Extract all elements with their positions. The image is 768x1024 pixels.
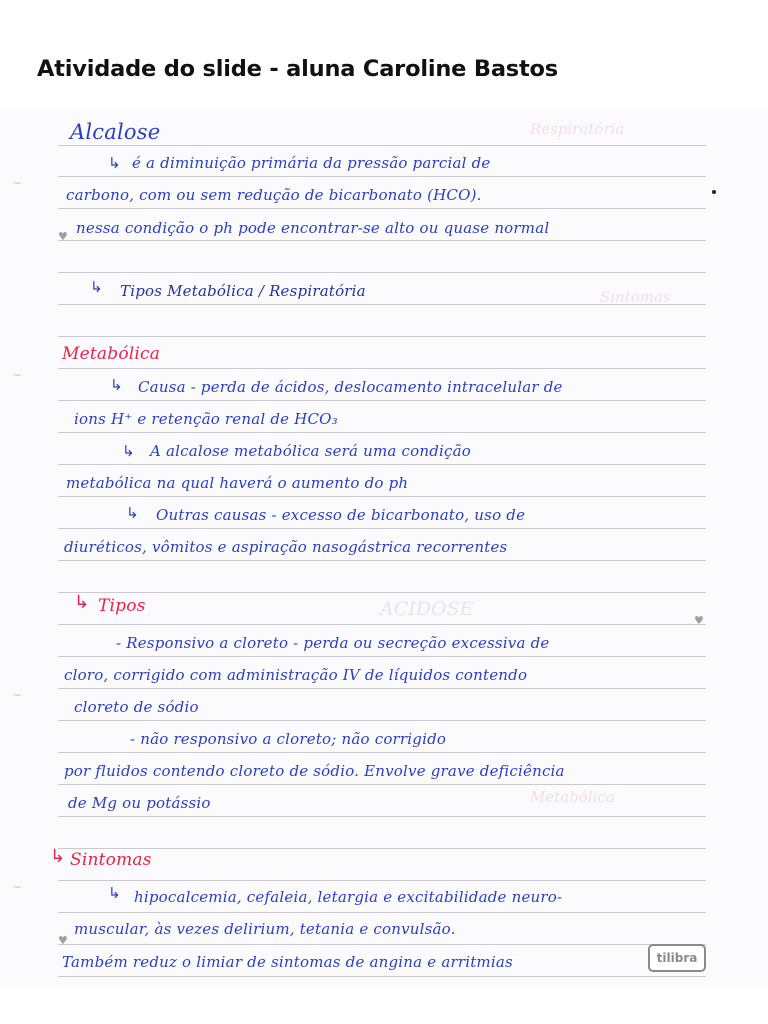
note-line: Também reduz o limiar de sintomas de angina e arritmias [62,953,513,971]
note-line: ions H⁺ e retenção renal de HCO₃ [74,410,338,428]
note-line: cloro, corrigido com administração IV de líquidos contendo [64,666,528,684]
page-title: Atividade do slide - aluna Caroline Bastos [37,56,558,82]
note-line: hipocalcemia, cefaleia, letargia e excitabilidade neuro- [134,888,563,906]
note-line: cloreto de sódio [74,698,199,716]
notebook-page-photo [0,108,768,988]
note-line: de Mg ou potássio [68,794,211,812]
note-line: metabólica na qual haverá o aumento do ph [66,474,409,492]
heading-sintomas: Sintomas [70,850,152,870]
arrow-icon: ↳ [108,154,121,172]
heart-icon: ♥ [694,614,704,627]
note-line: nessa condição o ph pode encontrar-se alto ou quase normal [76,219,550,237]
heart-icon: ♥ [58,934,68,947]
bleed-through-text: Sintomas [600,288,671,306]
arrow-icon: ↳ [50,846,66,867]
heading-tipos: Tipos [98,596,146,616]
heading-alcalose: Alcalose [70,120,161,144]
note-line: - não responsivo a cloreto; não corrigido [130,730,447,748]
note-line: A alcalose metabólica será uma condição [150,442,471,460]
arrow-icon: ↳ [108,884,121,902]
note-line: por fluidos contendo cloreto de sódio. Envolve grave deficiência [64,762,565,780]
margin-mark: ~ [12,368,23,382]
notebook-brand-logo: tilibra [648,944,706,972]
note-line: Causa - perda de ácidos, deslocamento intracelular de [138,378,563,396]
arrow-icon: ↳ [110,376,123,394]
ink-dot [712,190,716,194]
bleed-through-text: Respiratória [530,120,625,138]
note-line: é a diminuição primária da pressão parcial de [132,154,491,172]
margin-mark: ~ [12,880,23,894]
bleed-through-text: Metabólica [530,788,615,806]
arrow-icon: ↳ [122,442,135,460]
margin-mark: ~ [12,688,23,702]
arrow-icon: ↳ [74,592,90,613]
note-line: Tipos Metabólica / Respiratória [120,282,366,300]
note-line: Outras causas - excesso de bicarbonato, uso de [156,506,526,524]
note-line: carbono, com ou sem redução de bicarbonato (HCO). [66,186,482,204]
heading-metabolica: Metabólica [62,344,161,364]
margin-mark: ~ [12,176,23,190]
arrow-icon: ↳ [126,504,139,522]
note-line: - Responsivo a cloreto - perda ou secreção excessiva de [116,634,550,652]
note-line: diuréticos, vômitos e aspiração nasogástrica recorrentes [64,538,508,556]
bleed-through-text: ACIDOSE [380,598,474,620]
arrow-icon: ↳ [90,278,103,296]
note-line: muscular, às vezes delirium, tetania e convulsão. [74,920,456,938]
heart-icon: ♥ [58,230,68,243]
